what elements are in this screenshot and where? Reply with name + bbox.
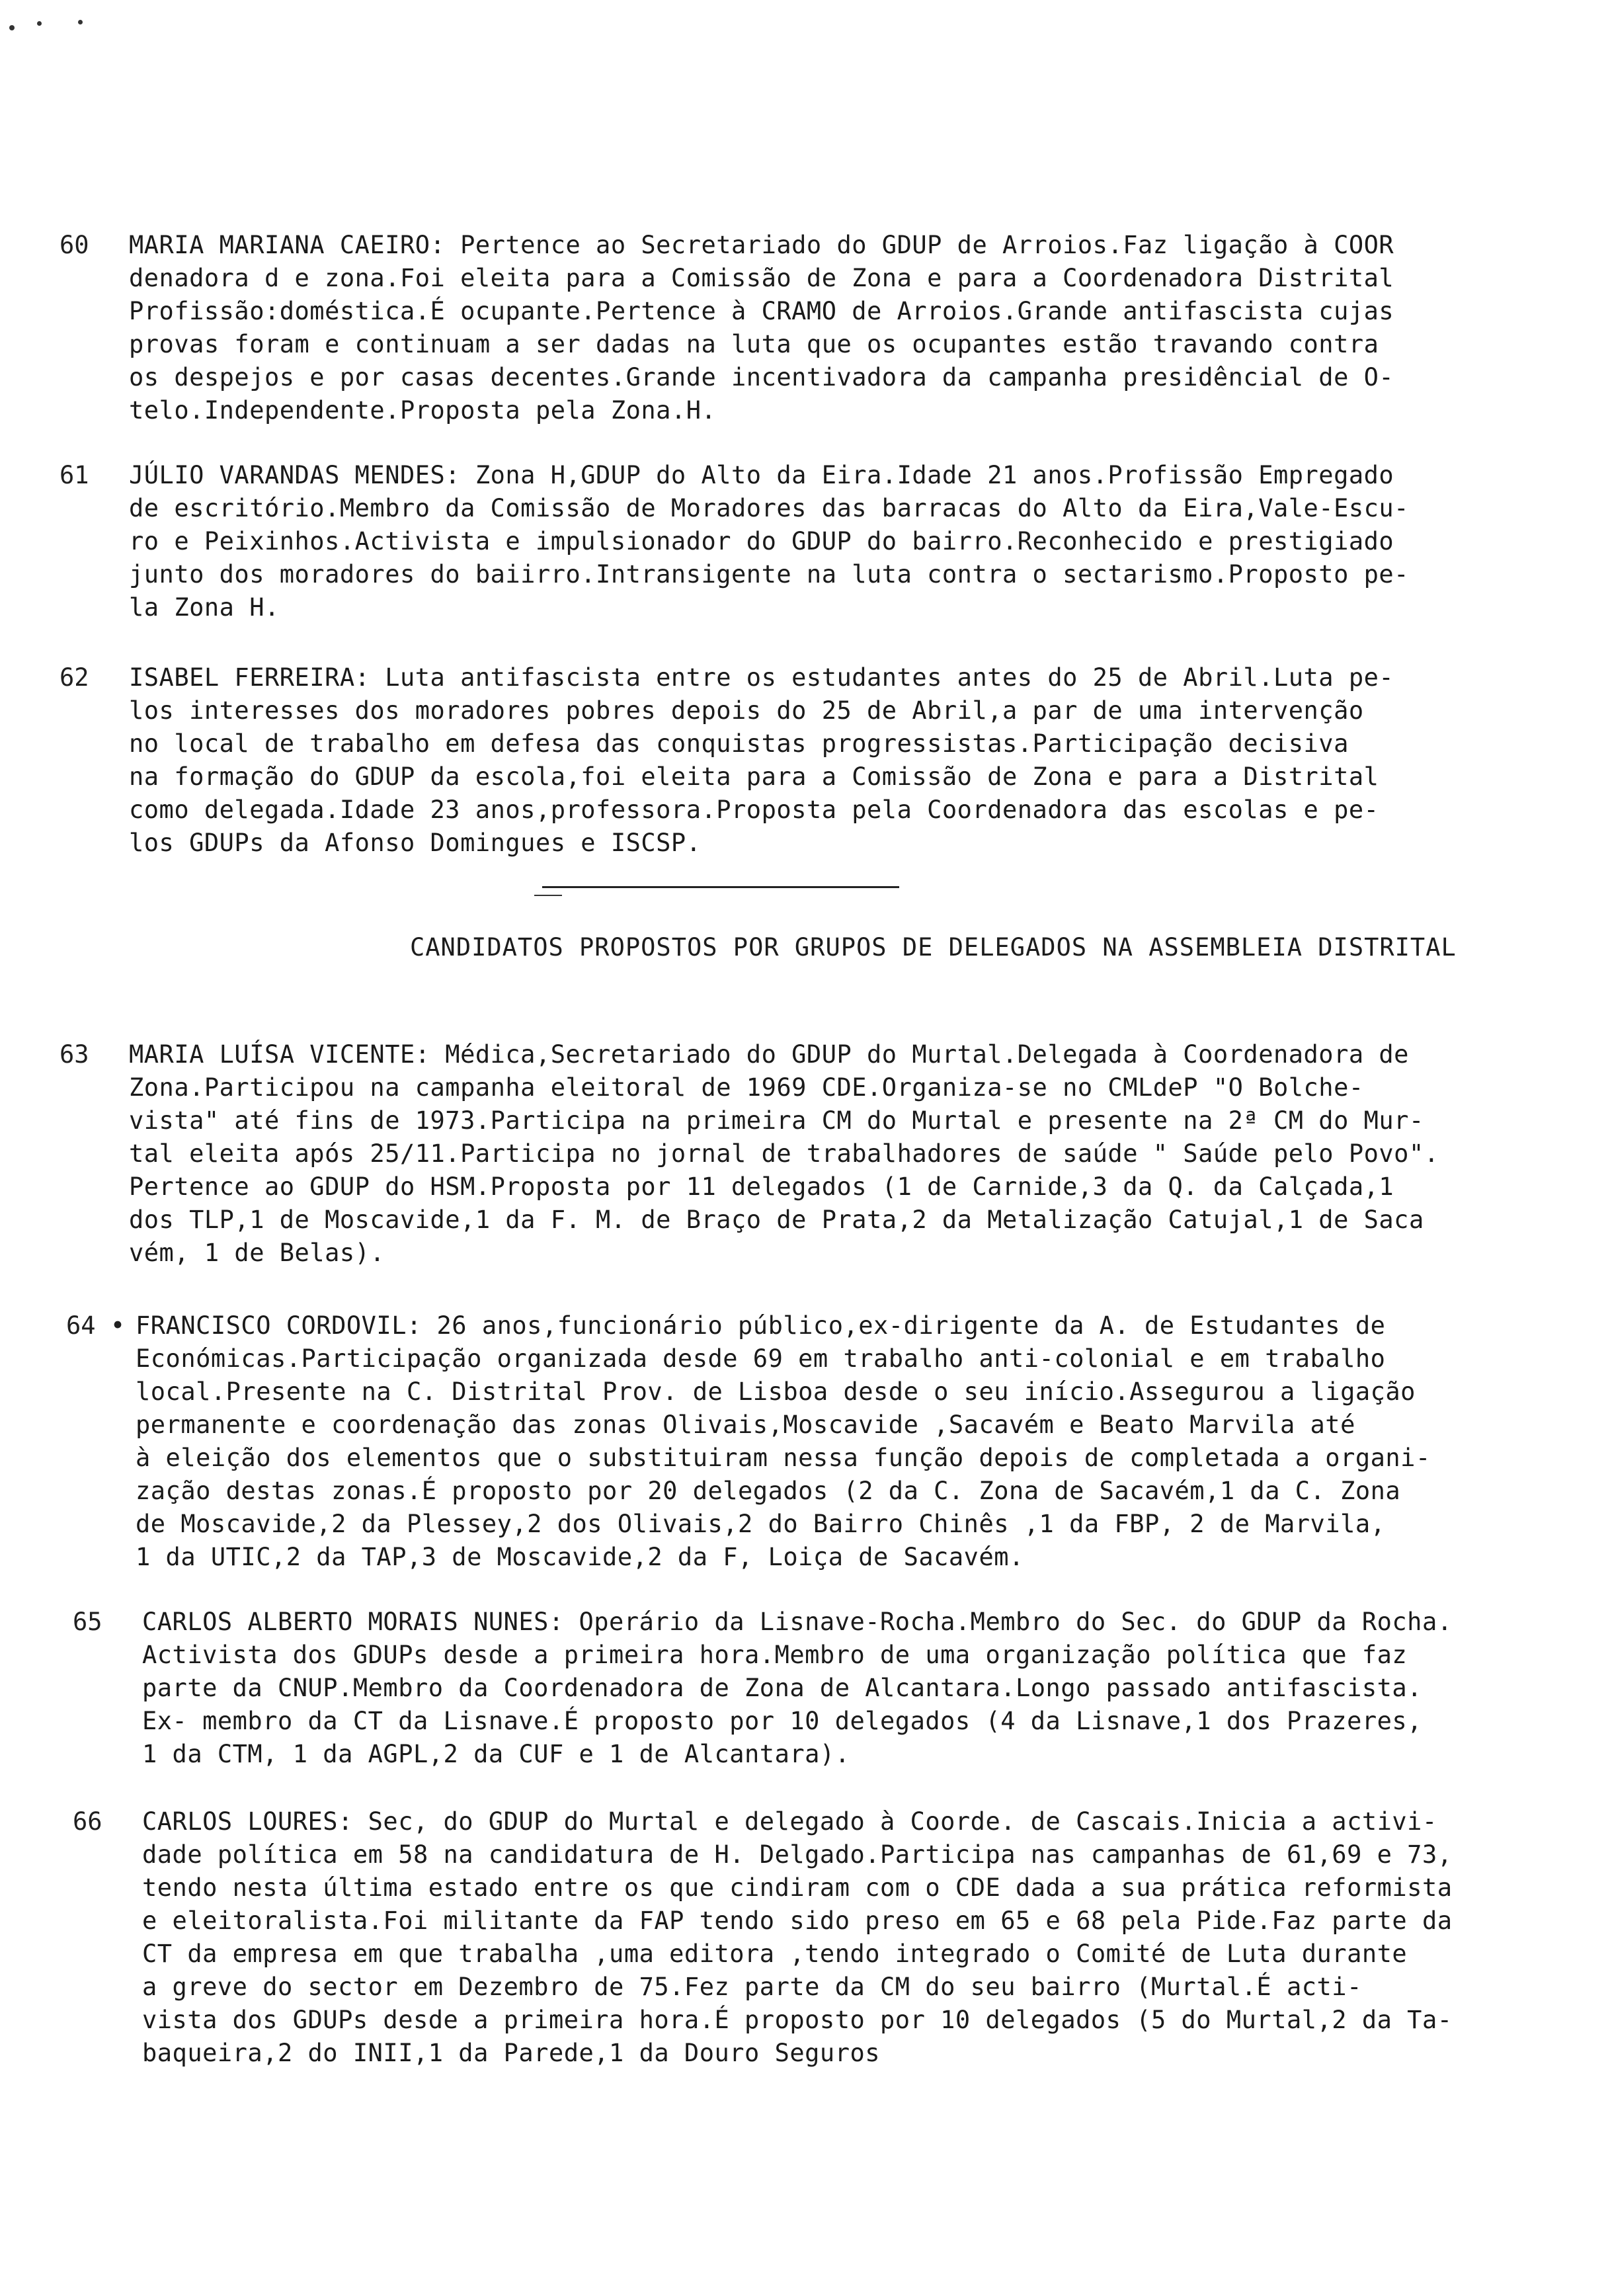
entry-text: CARLOS ALBERTO MORAIS NUNES: Operário da Lisnave-Rocha.Membro do Sec. do GDUP da Rocha. Activista dos GDUPs desde a primeira hora.Membro de uma organização política que faz parte da CNUP.Membro da Coordenadora de Zona de Alcantara.Longo passado antifascista. Ex- membro da CT da Lisnave.É proposto por 10 delegados (4 da Lisnave,1 dos Prazeres, 1 da CTM, 1 da AGPL,2 da CUF e 1 de Alcantara).: [142, 1608, 1453, 1768]
entry-number: 64 •: [66, 1311, 126, 1340]
entry-number: 62: [60, 663, 89, 692]
candidate-entry-64: [66, 1309, 1580, 1574]
entry-text: ISABEL FERREIRA: Luta antifascista entre os estudantes antes do 25 de Abril.Luta pe- los interesses dos moradores pobres depois do 25 de Abril,a par de uma intervenção no local de trabalho em defesa das conquistas progressistas.Participação decisiva na formação do GDUP da escola,foi eleita para a Comissão de Zona e para a Distrital como delegada.Idade 23 anos,professora.Proposta pela Coordenadora das escolas e pe- los GDUPs da Afonso Domingues e ISCSP.: [129, 663, 1394, 857]
entry-text: FRANCISCO CORDOVIL: 26 anos,funcionário público,ex-dirigente da A. de Estudantes de Económicas.Participação organizada desde 69 em trabalho anti-colonial e em trabalho local.Presente na C. Distrital Prov. de Lisboa desde o seu início.Assegurou a ligação permanente e coordenação das zonas Olivais,Moscavide ,Sacavém e Beato Marvila até à eleição dos elementos que o substituiram nessa função depois de completada a organi- zação destas zonas.É proposto por 20 delegados (2 da C. Zona de Sacavém,1 da C. Zona de Moscavide,2 da Plessey,2 dos Olivais,2 do Bairro Chinês ,1 da FBP, 2 de Marvila, 1 da UTIC,2 da TAP,3 de Moscavide,2 da F, Loiça de Sacavém.: [136, 1311, 1431, 1571]
candidate-entry-62: [60, 661, 1574, 860]
candidate-entry-65: [73, 1606, 1587, 1771]
scan-speck: [78, 20, 83, 24]
entry-text: CARLOS LOURES: Sec, do GDUP do Murtal e delegado à Coorde. de Cascais.Inicia a activi- dade política em 58 na candidatura de H. Delgado.Participa nas campanhas de 61,69 e 73, tendo nesta última estado entre os que cindiram com o CDE dada a sua prática reformista e eleitoralista.Foi militante da FAP tendo sido preso em 65 e 68 pela Pide.Faz parte da CT da empresa em que trabalha ,uma editora ,tendo integrado o Comité de Luta durante a greve do sector em Dezembro de 75.Fez parte da CM do seu bairro (Murtal.É acti- vista dos GDUPs desde a primeira hora.É proposto por 10 delegados (5 do Murtal,2 da Ta- baqueira,2 do INII,1 da Parede,1 da Douro Seguros: [142, 1807, 1453, 2067]
candidate-entry-61: [60, 459, 1574, 624]
section-heading: CANDIDATOS PROPOSTOS POR GRUPOS DE DELEGADOS NA ASSEMBLEIA DISTRITAL: [410, 933, 1457, 962]
entry-number: 60: [60, 231, 89, 259]
entry-number: 61: [60, 461, 89, 489]
candidate-entry-60: [60, 229, 1574, 427]
section-divider: [542, 886, 899, 888]
entry-number: 65: [73, 1608, 102, 1636]
entry-text: MARIA LUÍSA VICENTE: Médica,Secretariado do GDUP do Murtal.Delegada à Coordenadora de Zona.Participou na campanha eleitoral de 1969 CDE.Organiza-se no CMLdeP "O Bolche- vista" até fins de 1973.Participa na primeira CM do Murtal e presente na 2ª CM do Mur- tal eleita após 25/11.Participa no jornal de trabalhadores de saúde " Saúde pelo Povo". Pertence ao GDUP do HSM.Proposta por 11 delegados (1 de Carnide,3 da Q. da Calçada,1 dos TLP,1 de Moscavide,1 da F. M. de Braço de Prata,2 da Metalização Catujal,1 de Saca vém, 1 de Belas).: [129, 1040, 1439, 1267]
scan-speck: [9, 25, 15, 30]
entry-number: 63: [60, 1040, 89, 1069]
candidate-entry-66: [73, 1805, 1587, 2070]
scan-speck: [37, 21, 42, 26]
entry-text: JÚLIO VARANDAS MENDES: Zona H,GDUP do Alto da Eira.Idade 21 anos.Profissão Empregado de escritório.Membro da Comissão de Moradores das barracas do Alto da Eira,Vale-Escu- ro e Peixinhos.Activista e impulsionador do GDUP do bairro.Reconhecido e prestigiado junto dos moradores do baiirro.Intransigente na luta contra o sectarismo.Proposto pe- la Zona H.: [129, 461, 1409, 622]
entry-number: 66: [73, 1807, 102, 1836]
candidate-entry-63: [60, 1038, 1574, 1270]
entry-text: MARIA MARIANA CAEIRO: Pertence ao Secretariado do GDUP de Arroios.Faz ligação à COOR denadora d e zona.Foi eleita para a Comissão de Zona e para a Coordenadora Distrital Profissão:doméstica.É ocupante.Pertence à CRAMO de Arroios.Grande antifascista cujas provas foram e continuam a ser dadas na luta que os ocupantes estão travando contra os despejos e por casas decentes.Grande incentivadora da campanha presidêncial de O- telo.Independente.Proposta pela Zona.H.: [129, 231, 1394, 425]
divider-tick: [534, 895, 562, 896]
